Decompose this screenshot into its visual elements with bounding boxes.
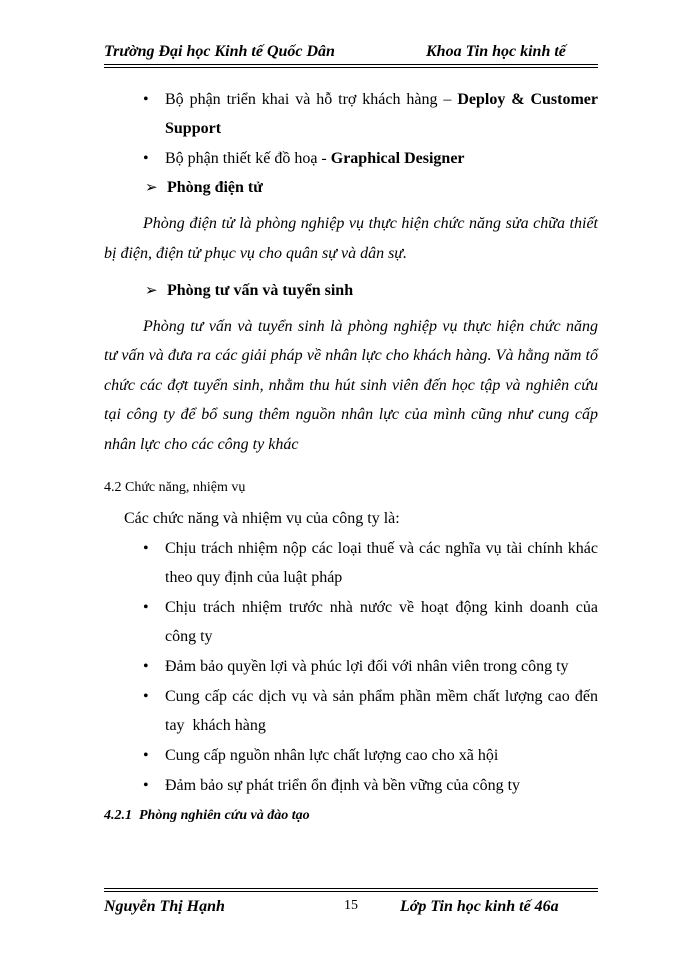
header-faculty: Khoa Tin học kinh tế xyxy=(426,43,566,60)
duty-1-line2: theo quy định của luật pháp xyxy=(165,569,343,586)
duty-4-line1: Cung cấp các dịch vụ và sản phẩm phần mềm chất lượng cao đến xyxy=(165,688,598,705)
duties-intro: Các chức năng và nhiệm vụ của công ty là: xyxy=(124,510,400,527)
consulting-para-line5: nhân lực cho các công ty khác xyxy=(104,436,299,453)
electronics-para-line2: bị điện, điện tử phục vụ cho quân sự và dân sự. xyxy=(104,245,408,262)
duty-4-line2: tay khách hàng xyxy=(165,717,266,734)
dept-bullet-2-line1: Bộ phận thiết kế đồ hoạ - Graphical Designer xyxy=(165,150,465,167)
bullet-icon: • xyxy=(143,150,149,167)
arrow-bullet-icon: ➢ xyxy=(145,180,158,196)
bullet-icon: • xyxy=(143,540,149,557)
dept-bullet-1-line2: Support xyxy=(165,120,222,137)
consulting-para-line4: tại công ty để bổ sung thêm nguồn nhân lực của mình cũng như cung cấp xyxy=(104,406,598,423)
header-rule-2 xyxy=(104,67,598,68)
page-number: 15 xyxy=(344,898,358,913)
bullet-icon: • xyxy=(143,747,149,764)
consulting-para-line1: Phòng tư vấn và tuyển sinh là phòng nghiệp vụ thực hiện chức năng xyxy=(143,318,598,335)
bullet-icon: • xyxy=(143,599,149,616)
heading-4-2-1: 4.2.1 Phòng nghiên cứu và đào tạo xyxy=(104,808,310,823)
bullet-icon: • xyxy=(143,777,149,794)
section-heading-consulting: Phòng tư vấn và tuyển sinh xyxy=(167,282,354,299)
heading-4-2: 4.2 Chức năng, nhiệm vụ xyxy=(104,480,246,495)
header-rule-1 xyxy=(104,64,598,65)
section-heading-electronics: Phòng điện tử xyxy=(167,179,263,196)
header-university: Trường Đại học Kinh tế Quốc Dân xyxy=(104,43,335,60)
duty-1-line1: Chịu trách nhiệm nộp các loại thuế và các nghĩa vụ tài chính khác xyxy=(165,540,598,557)
consulting-para-line2: tư vấn và đưa ra các giải pháp về nhân lực cho khách hàng. Và hằng năm tổ xyxy=(104,347,598,364)
duty-2-line2: công ty xyxy=(165,628,213,645)
footer-rule-1 xyxy=(104,888,598,889)
duty-3-line1: Đảm bảo quyền lợi và phúc lợi đối với nhân viên trong công ty xyxy=(165,658,569,675)
footer-rule-2 xyxy=(104,891,598,892)
duty-6-line1: Đảm bảo sự phát triển ổn định và bền vững của công ty xyxy=(165,777,521,794)
duty-5-line1: Cung cấp nguồn nhân lực chất lượng cao cho xã hội xyxy=(165,747,499,764)
footer-author: Nguyễn Thị Hạnh xyxy=(104,898,225,915)
duty-2-line1: Chịu trách nhiệm trước nhà nước về hoạt động kinh doanh của xyxy=(165,599,598,616)
consulting-para-line3: chức các đợt tuyển sinh, nhằm thu hút sinh viên đến học tập và nghiên cứu xyxy=(104,377,598,394)
arrow-bullet-icon: ➢ xyxy=(145,283,158,299)
bullet-icon: • xyxy=(143,688,149,705)
dept-bullet-1-line1: Bộ phận triển khai và hỗ trợ khách hàng – Deploy & Customer xyxy=(165,91,599,108)
footer-class: Lớp Tin học kinh tế 46a xyxy=(400,898,559,915)
electronics-para-line1: Phòng điện tử là phòng nghiệp vụ thực hiện chức năng sửa chữa thiết xyxy=(143,215,598,232)
bullet-icon: • xyxy=(143,91,149,108)
bullet-icon: • xyxy=(143,658,149,675)
